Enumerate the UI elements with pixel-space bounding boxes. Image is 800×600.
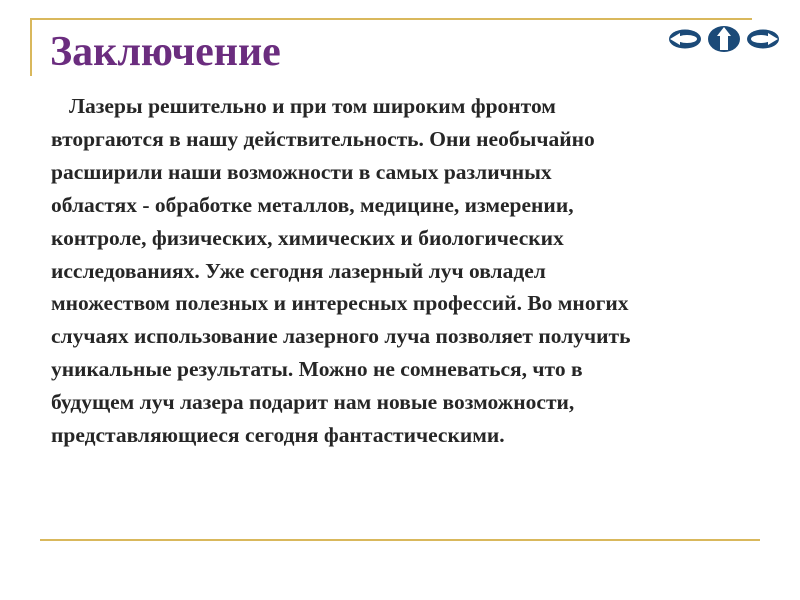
slide-title: Заключение <box>50 29 281 75</box>
paragraph-line: расширили наши возможности в самых различных <box>51 159 552 184</box>
paragraph-line: случаях использование лазерного луча позволяет получить <box>51 324 631 349</box>
navigation-buttons <box>668 24 780 54</box>
arrow-right-icon[interactable] <box>746 24 780 54</box>
top-divider-line <box>30 18 752 20</box>
paragraph-line: исследованиях. Уже сегодня лазерный луч овладел <box>51 258 546 283</box>
arrow-left-icon[interactable] <box>668 24 702 54</box>
paragraph-line: областях - обработке металлов, медицине, измерении, <box>51 192 574 217</box>
paragraph-line: будущем луч лазера подарит нам новые возможности, <box>51 390 575 415</box>
paragraph-line: уникальные результаты. Можно не сомневаться, что в <box>51 357 583 382</box>
bottom-divider-line <box>40 539 760 541</box>
conclusion-paragraph <box>51 90 771 452</box>
paragraph-line: контроле, физических, химических и биологических <box>51 225 564 250</box>
up-arrow-icon[interactable] <box>707 24 741 54</box>
paragraph-line: Лазеры решительно и при том широким фронтом <box>69 94 556 118</box>
paragraph-line: представляющиеся сегодня фантастическими. <box>51 423 505 448</box>
paragraph-line: множеством полезных и интересных профессий. Во многих <box>51 291 629 316</box>
left-accent-line <box>30 18 32 76</box>
paragraph-line: вторгаются в нашу действительность. Они необычайно <box>51 126 595 151</box>
